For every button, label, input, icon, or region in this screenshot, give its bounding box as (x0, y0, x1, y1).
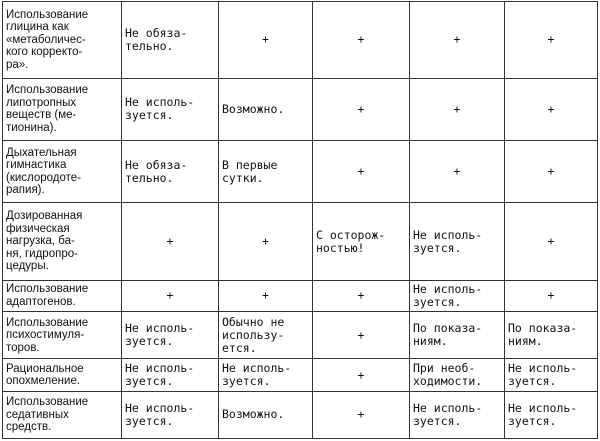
table-cell: + (122, 280, 219, 311)
table-cell: Не исполь- зуется. (505, 359, 598, 391)
table-cell: + (313, 78, 410, 140)
row-label: Использование психостимуля- торов. (3, 312, 122, 359)
row-label: Использование седативных средств. (3, 391, 122, 438)
table-cell: При необ- ходимости. (410, 359, 505, 391)
table-cell: По показа- ниям. (505, 312, 598, 359)
table-cell: + (313, 312, 410, 359)
table-row (3, 2, 598, 79)
table-cell: По показа- ниям. (410, 312, 505, 359)
table-cell: Не исполь- зуется. (505, 391, 598, 438)
table-cell: Не исполь- зуется. (410, 280, 505, 311)
table-cell: + (505, 2, 598, 79)
table-cell: + (313, 359, 410, 391)
table-cell: + (410, 2, 505, 79)
table-cell: Обычно не использу- ется. (219, 312, 313, 359)
table-cell: + (122, 203, 219, 281)
table-row (3, 78, 598, 140)
table-cell: Не исполь- зуется. (122, 359, 219, 391)
table-cell: + (219, 203, 313, 281)
table-cell: Не обяза- тельно. (122, 140, 219, 202)
table-cell: Возможно. (219, 391, 313, 438)
table-cell: + (505, 78, 598, 140)
row-label: Рациональное опохмеление. (3, 359, 122, 391)
table-row (3, 203, 598, 281)
table-row (3, 391, 598, 438)
table-cell: + (505, 203, 598, 281)
table-cell: В первые сутки. (219, 140, 313, 202)
row-label: Использование адаптогенов. (3, 280, 122, 311)
treatment-table (2, 1, 598, 439)
table-cell: + (410, 78, 505, 140)
table-cell: Не исполь- зуется. (122, 78, 219, 140)
table-cell: Не исполь- зуется. (122, 391, 219, 438)
table-cell: + (505, 140, 598, 202)
table-cell: + (219, 2, 313, 79)
table-cell: Не обяза- тельно. (122, 2, 219, 79)
table-cell: Не исполь- зуется. (122, 312, 219, 359)
table-cell: + (505, 280, 598, 311)
table-row (3, 140, 598, 202)
table-cell: Не исполь- зуется. (410, 203, 505, 281)
table-cell: + (219, 280, 313, 311)
table-cell: + (410, 140, 505, 202)
table-cell: С осторож- ностью! (313, 203, 410, 281)
row-label: Дозированная физическая нагрузка, ба- ня, гидропро- цедуры. (3, 203, 122, 281)
table-cell: Не исполь- зуется. (219, 359, 313, 391)
table-cell: + (313, 391, 410, 438)
table-row (3, 280, 598, 311)
row-label: Использование липотропных веществ (ме- тионина). (3, 78, 122, 140)
table-row (3, 312, 598, 359)
table-cell: + (313, 140, 410, 202)
row-label: Дыхательная гимнастика (кислородоте- рапия). (3, 140, 122, 202)
table-cell: + (313, 280, 410, 311)
table-cell: Не исполь- зуется. (410, 391, 505, 438)
table-row (3, 359, 598, 391)
table-cell: + (313, 2, 410, 79)
row-label: Использование глицина как «метаболичес- кого корректо- ра». (3, 2, 122, 79)
table-cell: Возможно. (219, 78, 313, 140)
